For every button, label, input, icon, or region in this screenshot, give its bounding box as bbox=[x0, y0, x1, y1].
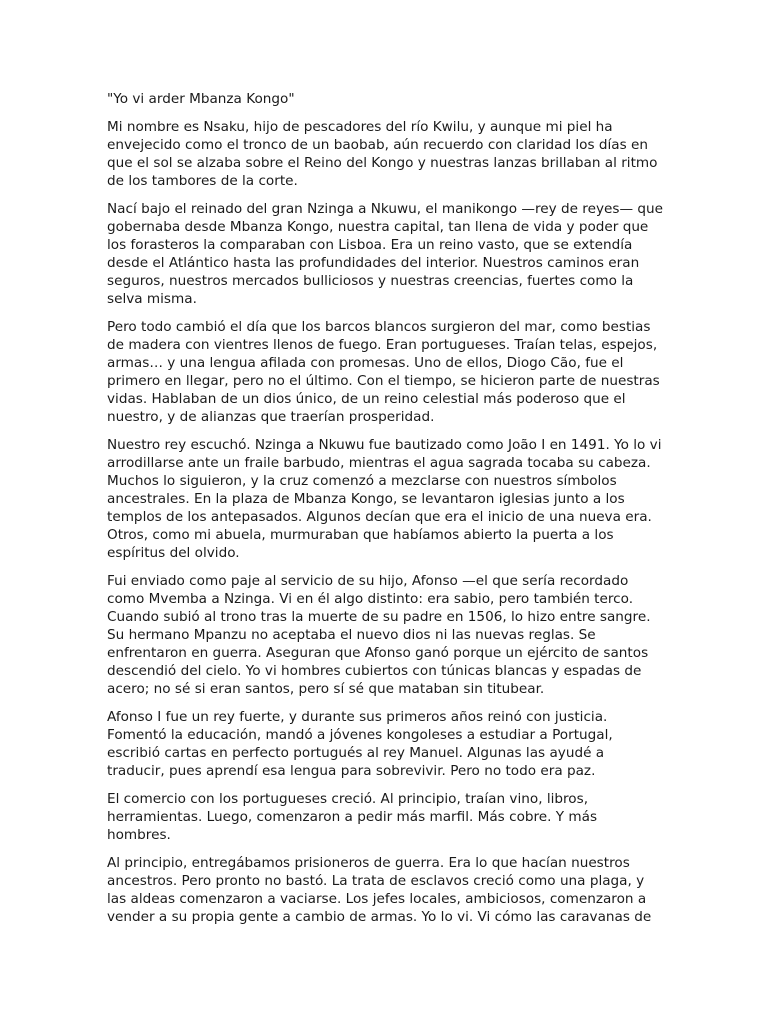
document-title: "Yo vi arder Mbanza Kongo" bbox=[107, 91, 295, 107]
paragraph-4: Nuestro rey escuchó. Nzinga a Nkuwu fue bautizado como João I en 1491. Yo lo vi arrodillarse ante un fraile barbudo, mientras el agua sagrada tocaba su cabeza. Muchos lo siguieron, y la cruz comenzó a mezclarse con nuestros símbolos ancestrales. En la plaza de Mbanza Kongo, se levantaron iglesias junto a los templos de los antepasados. Algunos decían que era el inicio de una nueva era. Otros, como mi abuela, murmuraban que habíamos abierto la puerta a los espíritus del olvido. bbox=[107, 437, 662, 561]
paragraph-1: Mi nombre es Nsaku, hijo de pescadores del río Kwilu, y aunque mi piel ha envejecido como el tronco de un baobab, aún recuerdo con claridad los días en que el sol se alzaba sobre el Reino del Kongo y nuestras lanzas brillaban al ritmo de los tambores de la corte. bbox=[107, 119, 658, 189]
paragraph-3: Pero todo cambió el día que los barcos blancos surgieron del mar, como bestias de madera con vientres llenos de fuego. Eran portugueses. Traían telas, espejos, armas… y una lengua afilada con promesas. Uno de ellos, Diogo Cão, fue el primero en llegar, pero no el último. Con el tiempo, se hicieron parte de nuestras vidas. Hablaban de un dios único, de un reino celestial más poderoso que el nuestro, y de alianzas que traerían prosperidad. bbox=[107, 319, 660, 425]
paragraph-8: Al principio, entregábamos prisioneros de guerra. Era lo que hacían nuestros ancestros. Pero pronto no bastó. La trata de esclavos creció como una plaga, y las aldeas comenzaron a vaciarse. Los jefes locales, ambiciosos, comenzaron a vender a su propia gente a cambio de armas. Yo lo vi. Vi cómo las caravanas de bbox=[107, 855, 652, 925]
document-body bbox=[107, 90, 663, 936]
paragraph-6: Afonso I fue un rey fuerte, y durante sus primeros años reinó con justicia. Fomentó la educación, mandó a jóvenes kongoleses a estudiar a Portugal, escribió cartas en perfecto portugués al rey Manuel. Algunas las ayudé a traducir, pues aprendí esa lengua para sobrevivir. Pero no todo era paz. bbox=[107, 709, 613, 779]
paragraph-2: Nací bajo el reinado del gran Nzinga a Nkuwu, el manikongo —rey de reyes— que gobernaba desde Mbanza Kongo, nuestra capital, tan llena de vida y poder que los forasteros la comparaban con Lisboa. Era un reino vasto, que se extendía desde el Atlántico hasta las profundidades del interior. Nuestros caminos eran seguros, nuestros mercados bulliciosos y nuestras creencias, fuertes como la selva misma. bbox=[107, 201, 663, 307]
paragraph-7: El comercio con los portugueses creció. Al principio, traían vino, libros, herramientas. Luego, comenzaron a pedir más marfil. Más cobre. Y más hombres. bbox=[107, 791, 598, 843]
paragraph-5: Fui enviado como paje al servicio de su hijo, Afonso —el que sería recordado como Mvemba a Nzinga. Vi en él algo distinto: era sabio, pero también terco. Cuando subió al trono tras la muerte de su padre en 1506, lo hizo entre sangre. Su hermano Mpanzu no aceptaba el nuevo dios ni las nuevas reglas. Se enfrentaron en guerra. Aseguran que Afonso ganó porque un ejército de santos descendió del cielo. Yo vi hombres cubiertos con túnicas blancas y espadas de acero; no sé si eran santos, pero sí sé que mataban sin titubear. bbox=[107, 573, 651, 697]
